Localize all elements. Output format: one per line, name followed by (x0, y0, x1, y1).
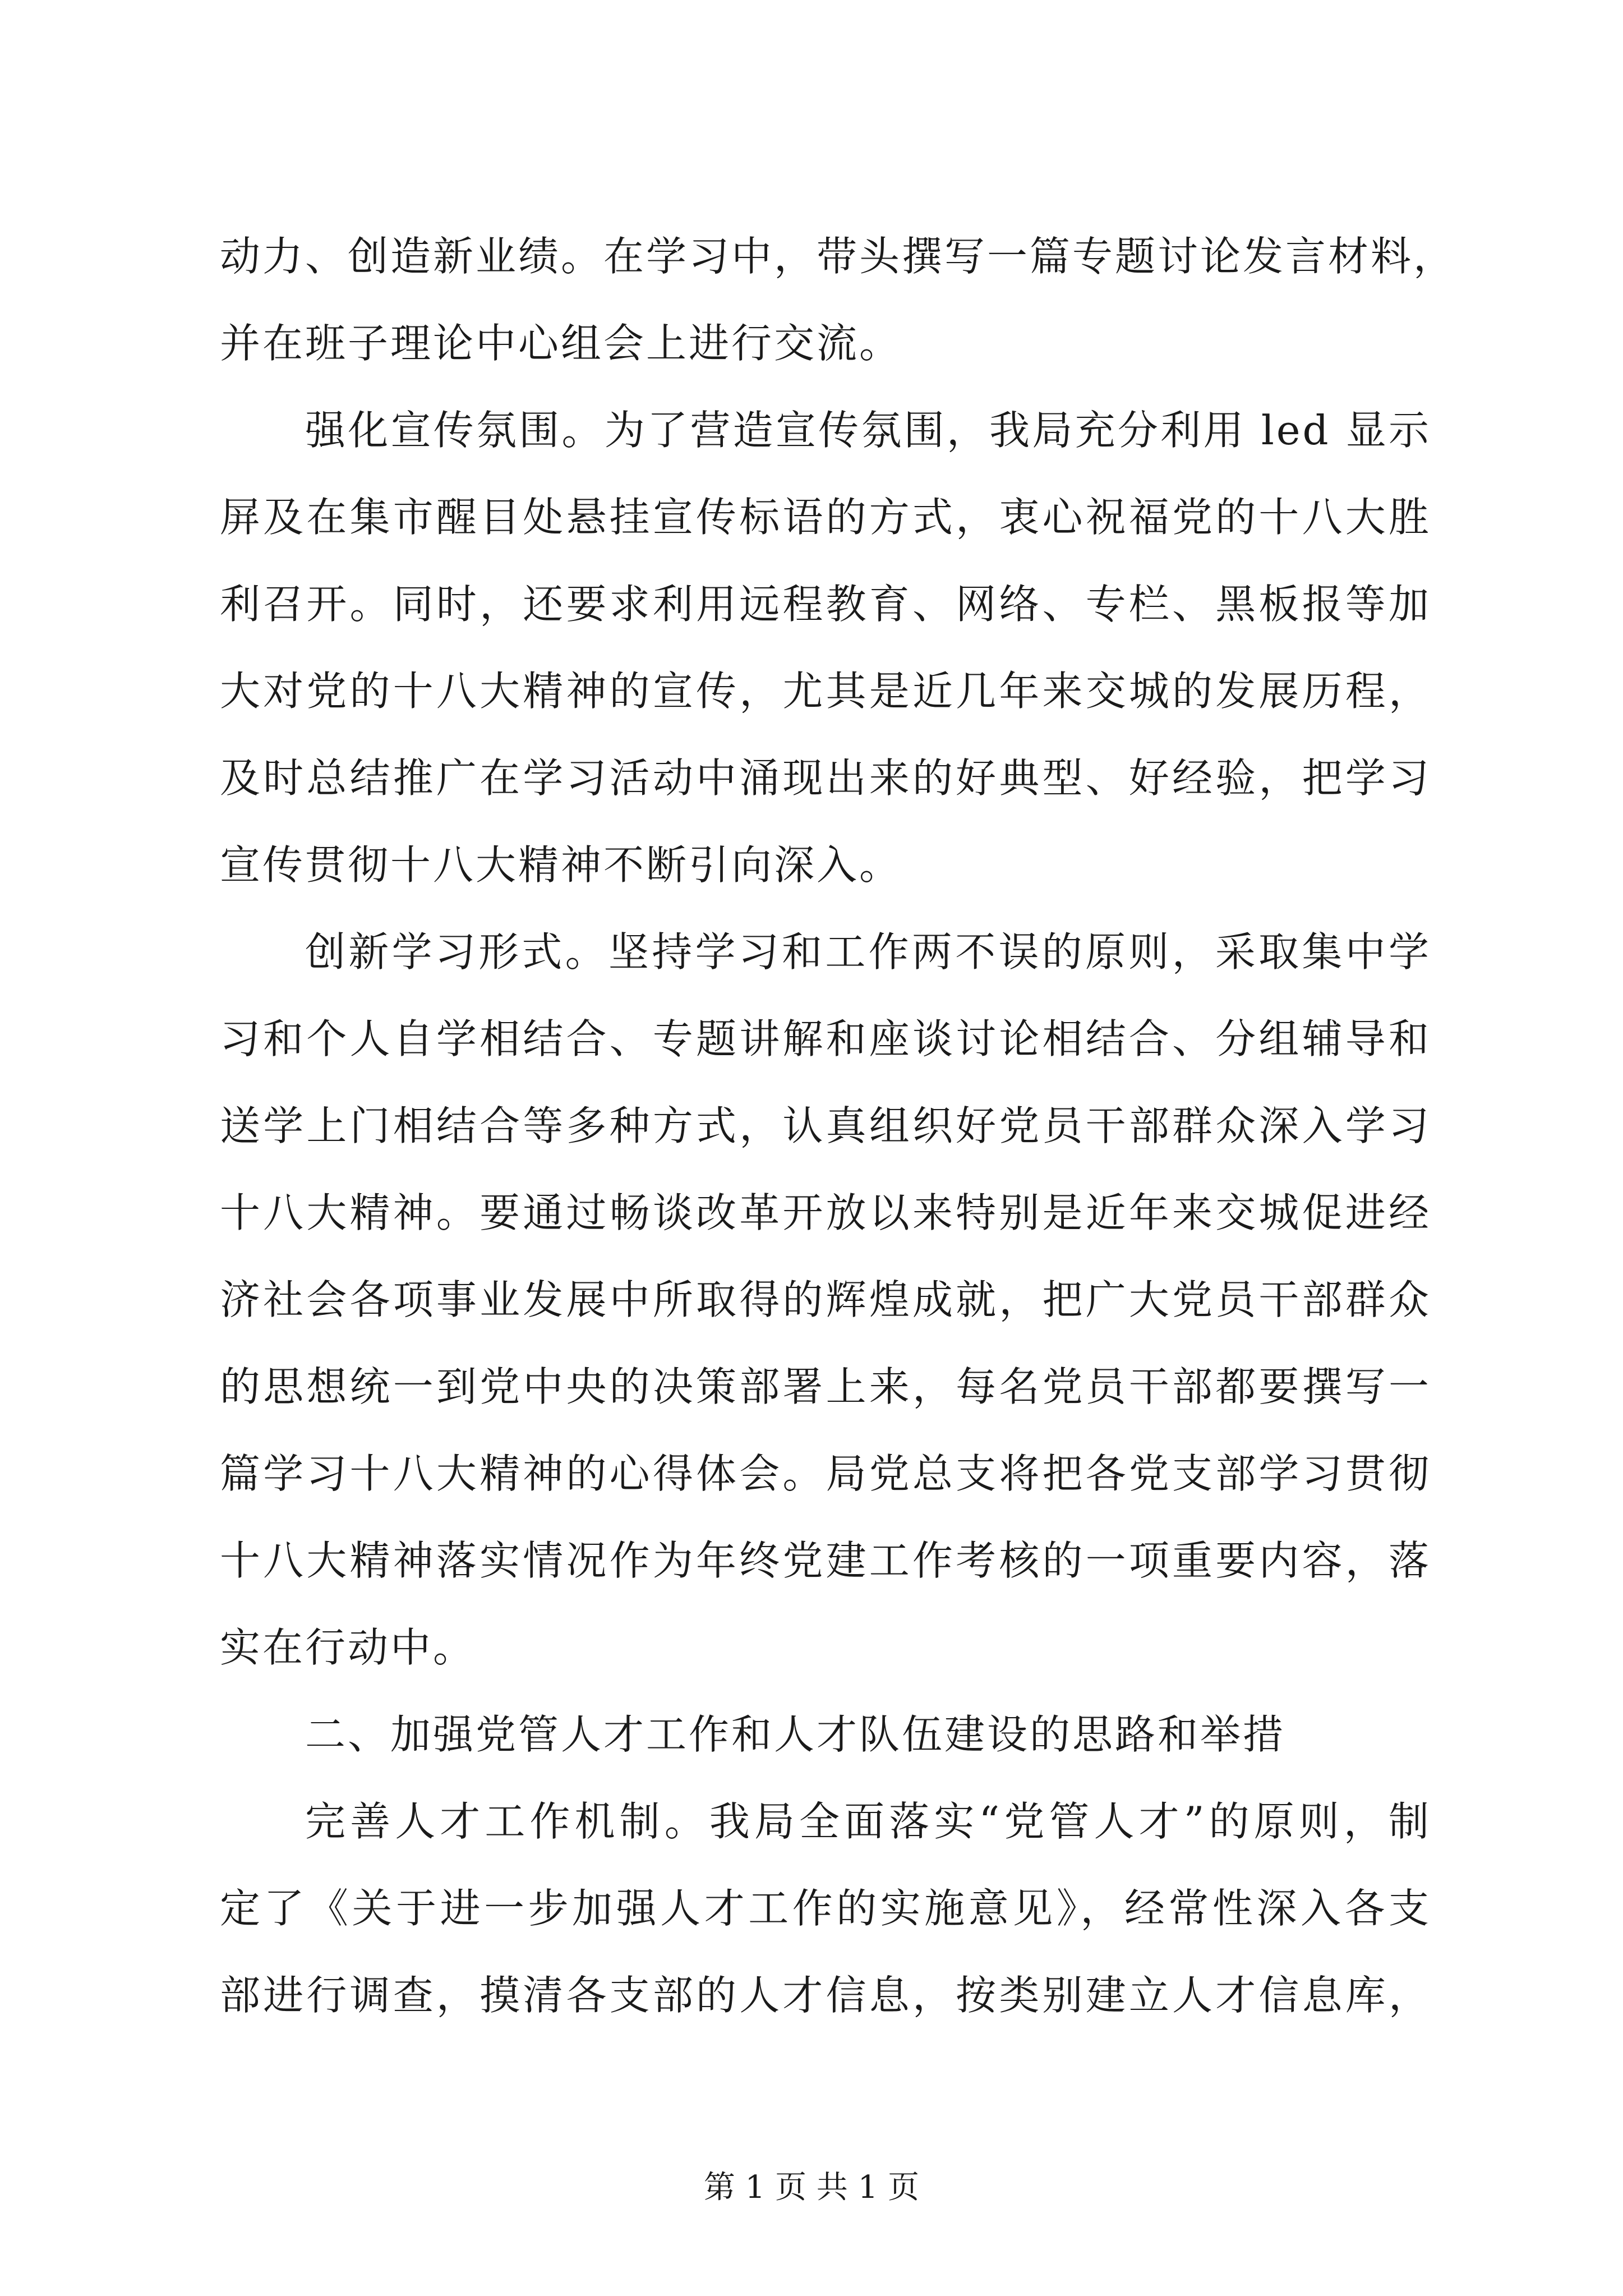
text-line: 二、加强党管人才工作和人才队伍建设的思路和举措 (305, 1711, 1286, 1758)
text-line: 大对党的十八大精神的宣传，尤其是近几年来交城的发展历程， (220, 668, 1431, 715)
text-line: 济社会各项事业发展中所取得的辉煌成就，把广大党员干部群众 (220, 1276, 1431, 1323)
text-line: 动力、创造新业绩。在学习中，带头撰写一篇专题讨论发言材料， (220, 233, 1456, 280)
text-line: 篇学习十八大精神的心得体会。局党总支将把各党支部学习贯彻 (220, 1450, 1431, 1497)
text-line: 的思想统一到党中央的决策部署上来，每名党员干部都要撰写一 (220, 1363, 1431, 1410)
text-line: 屏及在集市醒目处悬挂宣传标语的方式，衷心祝福党的十八大胜 (220, 494, 1431, 541)
text-line: 创新学习形式。坚持学习和工作两不误的原则，采取集中学 (305, 928, 1431, 976)
text-line: 实在行动中。 (220, 1624, 476, 1671)
text-line: 定了《关于进一步加强人才工作的实施意见》，经常性深入各支 (220, 1885, 1431, 1932)
text-line: 十八大精神。要通过畅谈改革开放以来特别是近年来交城促进经 (220, 1189, 1431, 1236)
text-line: 及时总结推广在学习活动中涌现出来的好典型、好经验，把学习 (220, 754, 1431, 802)
text-line: 送学上门相结合等多种方式，认真组织好党员干部群众深入学习 (220, 1102, 1431, 1149)
text-line: 并在班子理论中心组会上进行交流。 (220, 320, 902, 367)
text-line: 完善人才工作机制。我局全面落实“党管人才”的原则，制 (305, 1798, 1431, 1845)
document-body (220, 213, 1456, 2039)
text-line: 习和个人自学相结合、专题讲解和座谈讨论相结合、分组辅导和 (220, 1015, 1431, 1062)
text-line: 十八大精神落实情况作为年终党建工作考核的一项重要内容，落 (220, 1537, 1431, 1584)
text-line: 宣传贯彻十八大精神不断引向深入。 (220, 841, 902, 889)
text-line: 强化宣传氛围。为了营造宣传氛围，我局充分利用 led 显示 (305, 407, 1431, 454)
text-line: 部进行调查，摸清各支部的人才信息，按类别建立人才信息库， (220, 1972, 1431, 2019)
text-line: 利召开。同时，还要求利用远程教育、网络、专栏、黑板报等加 (220, 581, 1431, 628)
page-footer: 第 1 页 共 1 页 (703, 2169, 920, 2206)
